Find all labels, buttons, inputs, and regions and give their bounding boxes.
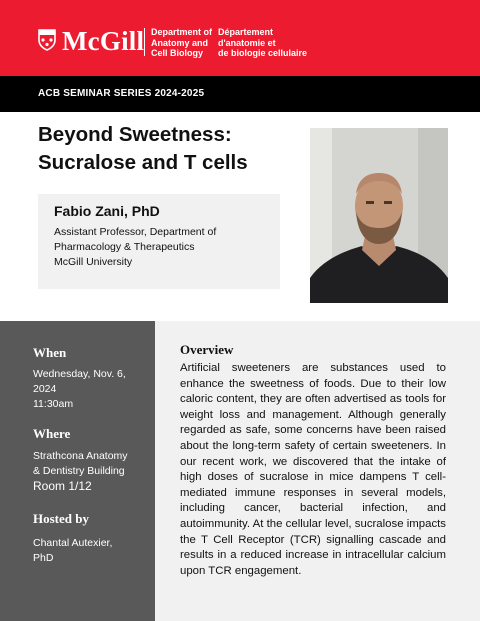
where-room: Room 1/12 xyxy=(33,479,92,493)
speaker-name: Fabio Zani, PhD xyxy=(54,203,160,219)
speaker-photo xyxy=(310,128,448,303)
event-details-panel xyxy=(0,321,155,621)
speaker-institution: McGill University xyxy=(54,256,133,268)
hosted-by-label: Hosted by xyxy=(33,511,89,526)
speaker-portrait-image xyxy=(310,128,448,303)
seminar-series-bar xyxy=(0,76,480,112)
seminar-series-label: ACB SEMINAR SERIES 2024-2025 xyxy=(38,88,205,99)
department-name-en: Department of Anatomy and Cell Biology xyxy=(151,27,213,58)
speaker-role-line-1: Assistant Professor, Department of xyxy=(54,226,217,238)
where-label: Where xyxy=(33,426,71,441)
seminar-title: Beyond Sweetness: Sucralose and T cells xyxy=(38,123,248,174)
speaker-card xyxy=(38,194,280,289)
header-banner xyxy=(0,0,480,76)
overview-body: Artificial sweeteners are substances used to enhance the sweetness of foods. Due to their low caloric content, they are often advertised as tools for weight loss and management. Although generally regarded as safe, some concerns have been raised about the long-term safety of certain sweeteners. In our recent work, we discovered that the intake of high doses of sucralose in mice dampens T cell-mediated immune responses in several models, including cancer, bacterial infection, and autoimmunity. At the cellular level, sucralose impacts the T Cell Receptor (TCR) signalling cascade and results in a reduced increase in intracellular calcium upon TCR engagement. xyxy=(180,362,446,577)
overview-heading: Overview xyxy=(180,342,234,357)
department-name-fr: Département d'anatomie et de biologie cellulaire xyxy=(218,27,308,58)
where-building: Strathcona Anatomy & Dentistry Building xyxy=(33,450,128,477)
when-label: When xyxy=(33,345,67,360)
logo-divider xyxy=(144,28,145,56)
hosted-by-value: Chantal Autexier, PhD xyxy=(33,537,113,564)
mcgill-logo-wordmark: McGill xyxy=(62,26,145,56)
speaker-role-line-2: Pharmacology & Therapeutics xyxy=(54,241,195,253)
when-value: Wednesday, Nov. 6, 2024 11:30am xyxy=(33,368,126,410)
mcgill-crest-icon xyxy=(38,29,56,51)
